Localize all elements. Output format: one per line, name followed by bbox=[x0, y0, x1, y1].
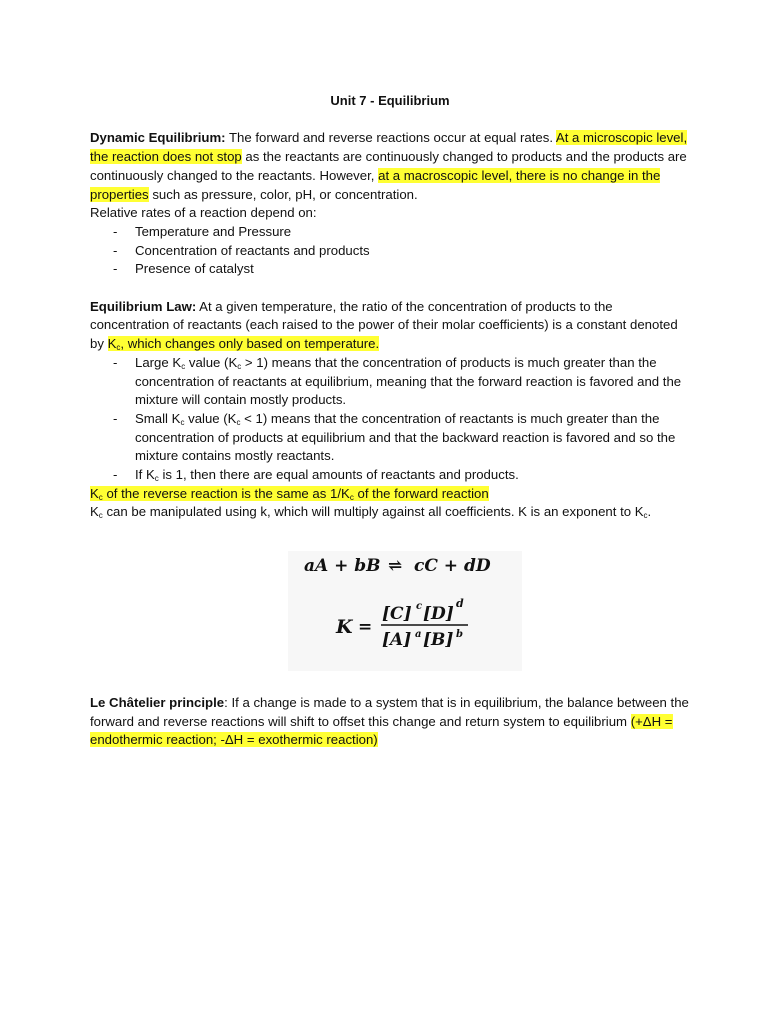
denominator-b: [B] bbox=[423, 630, 454, 650]
equilibrium-expression-figure bbox=[288, 551, 522, 671]
list-item: - Small $K_c$ value $(K_c < 1)$ means that the concentration of reactants is much greater than the concentration of products at equilibrium and that the backward reaction is favored and so the mixture contains mostly reactants. bbox=[90, 410, 690, 466]
denominator-a: [A] bbox=[382, 630, 412, 650]
equals-sign: = bbox=[358, 617, 373, 637]
kc-manipulation-note: $K_c$ can be manipulated using k, which will multiply against all coefficients. K is an exponent to $K_c$. bbox=[90, 504, 652, 521]
highlight-reverse-reaction: $K_c$ of the reverse reaction is the same as $1/K_c$ of the forward reaction bbox=[90, 485, 489, 502]
list-item: - Temperature and Pressure bbox=[90, 223, 690, 242]
numerator-c: [C] bbox=[382, 604, 412, 624]
list-item: - Presence of catalyst bbox=[90, 260, 690, 279]
chatelier-paragraph: Le Châtelier principle: If a change is made to a system that is in equilibrium, the balance between the forward and reverse reactions will shift to offset this change and return system to equilibrium (+ΔH = endothermic reaction; -ΔH = exothermic reaction) bbox=[90, 695, 689, 748]
highlight-microscopic: At a microscopic level, the reaction does not stop bbox=[90, 130, 688, 165]
document-body bbox=[90, 92, 690, 522]
equilibrium-law-term: Equilibrium Law: bbox=[90, 298, 197, 314]
chatelier-section bbox=[90, 694, 690, 750]
list-item: - Concentration of reactants and products bbox=[90, 242, 690, 261]
highlight-macroscopic: at a macroscopic level, there is no change in the properties bbox=[90, 167, 661, 202]
exponent-b: b bbox=[456, 629, 463, 640]
list-item: - If $K_c$ is 1, then there are equal amounts of reactants and products. bbox=[90, 466, 690, 485]
equilibrium-arrows: ⇌ bbox=[388, 556, 403, 576]
exponent-c: c bbox=[416, 601, 423, 612]
rates-list bbox=[90, 223, 690, 279]
highlight-enthalpy: (+ΔH = endothermic reaction; -ΔH = exothermic reaction) bbox=[90, 713, 673, 748]
reaction-left: aA + bB bbox=[304, 556, 381, 576]
rates-intro: Relative rates of a reaction depend on: bbox=[90, 205, 317, 221]
dynamic-equilibrium-term: Dynamic Equilibrium: bbox=[90, 130, 226, 146]
equilibrium-law-paragraph: Equilibrium Law: At a given temperature, the ratio of the concentration of products to the concentration of reactants (each raised to the power of their molar coefficients) is a constant denoted by $K_c$, which changes only based on temperature. bbox=[90, 298, 678, 353]
k-symbol: K bbox=[336, 616, 353, 638]
dynamic-equilibrium-paragraph: Dynamic Equilibrium: The forward and reverse reactions occur at equal rates. At a microscopic level, the reaction does not stop as the reactants are continuously changed to products and the products are continuously changed to the reactants. However, at a macroscopic level, there is no change in the properties such as pressure, color, pH, or concentration. bbox=[90, 130, 688, 202]
exponent-d: d bbox=[456, 597, 464, 610]
chatelier-term: Le Châtelier principle bbox=[90, 695, 225, 710]
kc-list bbox=[90, 354, 690, 485]
page-title: Unit 7 - Equilibrium bbox=[330, 93, 450, 108]
highlight-kc-temperature: $K_c$, which changes only based on temperature. bbox=[107, 336, 380, 353]
exponent-a: a bbox=[415, 629, 422, 640]
reaction-right: cC + dD bbox=[414, 556, 491, 576]
list-item: - Large $K_c$ value $(K_c > 1)$ means that the concentration of products is much greater than the concentration of reactants at equilibrium, meaning that the forward reaction is favored and the mixture will contain mostly products. bbox=[90, 354, 690, 410]
numerator-d: [D] bbox=[423, 604, 454, 624]
reverse-reaction-note bbox=[90, 485, 690, 504]
